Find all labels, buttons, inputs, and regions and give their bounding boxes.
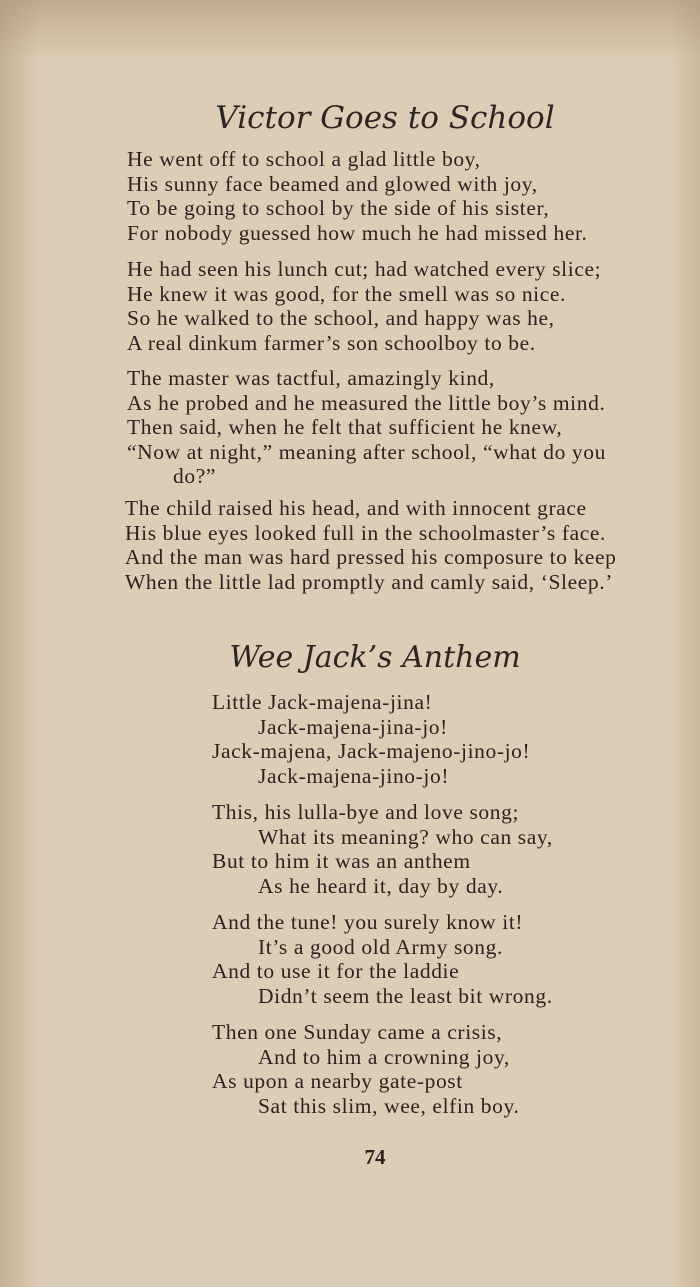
poem-line: His blue eyes looked full in the schoolmaster’s face.	[125, 520, 606, 545]
poem-line: The child raised his head, and with innocent grace	[125, 496, 587, 520]
poem2-stanza-4	[212, 1020, 519, 1118]
poem-title-wee-jack: Wee Jack’s Anthem	[229, 640, 521, 675]
poem-line: But to him it was an anthem	[212, 849, 471, 873]
poem-line: He had seen his lunch cut; had watched every slice;	[127, 257, 602, 281]
poem-line: Sat this slim, wee, elfin boy.	[258, 1093, 520, 1118]
poem-line: Then said, when he felt that sufficient he knew,	[127, 415, 563, 439]
poem-line: Didn’t seem the least bit wrong.	[258, 983, 553, 1008]
poem1-stanza-2	[127, 257, 601, 355]
poem-line: As upon a nearby gate-post	[212, 1069, 463, 1093]
poem2-stanza-2	[212, 800, 553, 898]
poem-line: Jack-majena, Jack-majeno-jino-jo!	[212, 739, 531, 763]
poem-line-continuation: do?”	[173, 464, 216, 488]
poem-line: Then one Sunday came a crisis,	[212, 1020, 503, 1044]
poem-line: As he probed and he measured the little boy’s mind.	[127, 390, 606, 415]
poem-line: Jack-majena-jino-jo!	[258, 763, 450, 788]
poem2-stanza-1	[212, 690, 530, 788]
poem-line: “Now at night,” meaning after school, “what do you	[127, 439, 606, 464]
poem-line: He knew it was good, for the smell was so nice.	[127, 281, 566, 306]
poem-line: His sunny face beamed and glowed with joy,	[127, 171, 538, 196]
poem-line: And the man was hard pressed his composure to keep	[125, 545, 617, 569]
poem-line: To be going to school by the side of his sister,	[127, 196, 550, 220]
poem-line: This, his lulla-bye and love song;	[212, 800, 520, 824]
poem1-stanza-4	[125, 496, 617, 594]
poem-line: The master was tactful, amazingly kind,	[127, 366, 495, 390]
poem-line: Little Jack-majena-jina!	[212, 690, 433, 714]
poem2-stanza-3	[212, 910, 553, 1008]
poem-line: It’s a good old Army song.	[258, 934, 503, 959]
poem-line: When the little lad promptly and camly said, ‘Sleep.’	[125, 569, 613, 594]
poem1-stanza-3	[127, 366, 606, 489]
poem-title-victor: Victor Goes to School	[215, 100, 555, 136]
poem-line: As he heard it, day by day.	[258, 873, 504, 898]
poem-line: And to him a crowning joy,	[258, 1044, 510, 1069]
poem1-stanza-1	[127, 147, 588, 245]
poem-line: So he walked to the school, and happy was he,	[127, 306, 555, 330]
page-number: 74	[364, 1145, 386, 1169]
poem-line: For nobody guessed how much he had missed her.	[127, 220, 588, 245]
poem-line: And to use it for the laddie	[212, 959, 460, 983]
poem-line: What its meaning? who can say,	[258, 824, 553, 849]
poem-line: Jack-majena-jina-jo!	[258, 714, 448, 739]
poem-line: And the tune! you surely know it!	[212, 910, 524, 934]
poem-line: A real dinkum farmer’s son schoolboy to be.	[127, 330, 536, 355]
poem-line: He went off to school a glad little boy,	[127, 147, 481, 171]
